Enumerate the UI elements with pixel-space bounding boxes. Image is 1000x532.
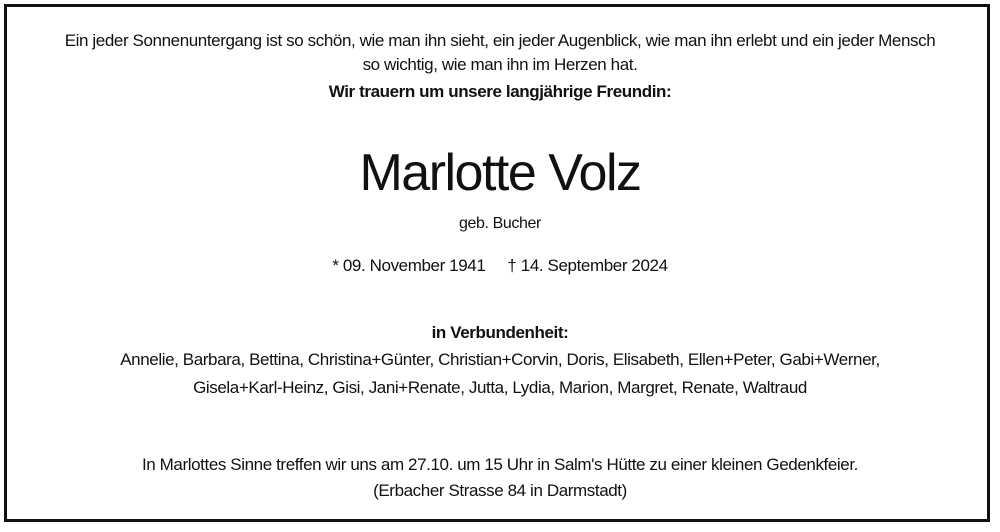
quote-line-1: Ein jeder Sonnenuntergang ist so schön, wie man ihn sieht, ein jeder Augenblick, wie man ihn erlebt und ein jeder Mensch — [64, 31, 936, 50]
memorial-notice: In Marlottes Sinne treffen wir uns am 27.10. um 15 Uhr in Salm's Hütte zu einer kleinen Gedenkfeier. — [141, 455, 859, 474]
memorial-address: (Erbacher Strasse 84 in Darmstadt) — [373, 481, 627, 500]
intro-heading: Wir trauern um unsere langjährige Freundin: — [328, 82, 672, 101]
birth-name: geb. Bucher — [459, 215, 541, 232]
death-date: † 14. September 2024 — [507, 256, 668, 275]
solidarity-heading: in Verbundenheit: — [431, 323, 569, 342]
life-dates — [0, 256, 1000, 276]
mourners-line-1: Annelie, Barbara, Bettina, Christina+Günter, Christian+Corvin, Doris, Elisabeth, Ellen+Peter, Gabi+Werner, — [120, 350, 880, 369]
birth-date: * 09. November 1941 — [332, 256, 486, 275]
deceased-name: Marlotte Volz — [359, 144, 641, 202]
quote-line-2: so wichtig, wie man ihn im Herzen hat. — [362, 55, 638, 74]
mourners-line-2: Gisela+Karl-Heinz, Gisi, Jani+Renate, Jutta, Lydia, Marion, Margret, Renate, Waltraud — [193, 378, 807, 397]
